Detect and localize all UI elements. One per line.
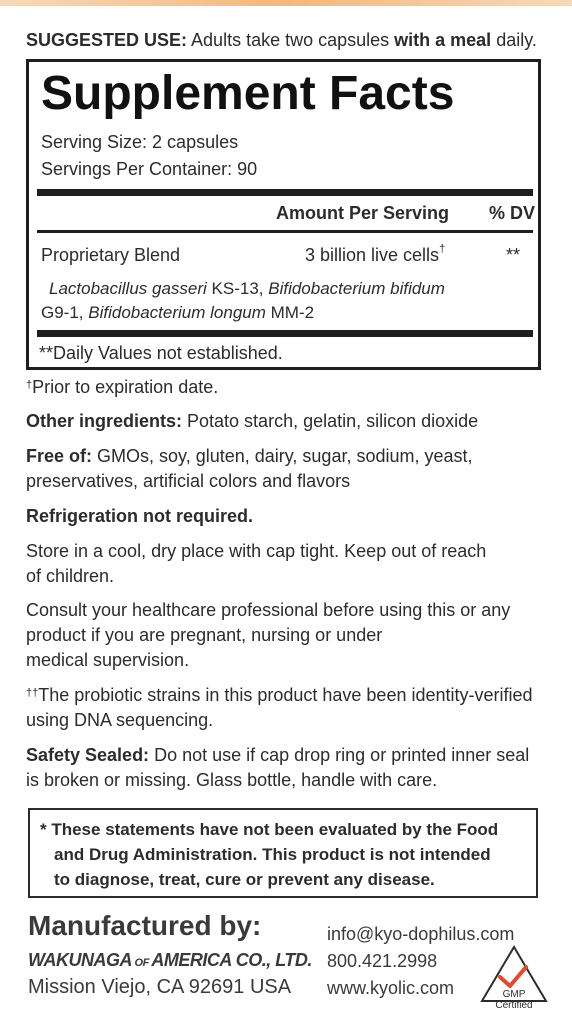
gmp-text: GMP [502, 989, 526, 1000]
servings-per-container: Servings Per Container: 90 [41, 159, 258, 179]
contact-website: www.kyolic.com [327, 978, 455, 998]
thick-divider [37, 189, 533, 196]
manufacturer-company: WAKUNAGA OF AMERICA CO., LTD. [28, 950, 312, 970]
facts-title: Supplement Facts [41, 67, 455, 120]
supplement-facts-panel [26, 59, 541, 370]
top-edge-band [0, 0, 572, 6]
probiotic-verification-note: ††The probiotic strains in this product have been identity-verified using DNA sequencing. [26, 685, 533, 730]
refrigeration-note: Refrigeration not required. [26, 506, 254, 526]
manufacturer-address: Mission Viejo, CA 92691 USA [28, 976, 292, 998]
contact-phone: 800.421.2998 [327, 951, 438, 971]
check-mark-icon [500, 967, 526, 986]
daily-values-note: **Daily Values not established. [39, 343, 283, 363]
serving-size: Serving Size: 2 capsules [41, 132, 239, 152]
disclaimer-line-2: and Drug Administration. This product is not intended [54, 845, 491, 864]
consult-warning: Consult your healthcare professional before using this or any product if you are pregnant, nursing or under medical supervision. [26, 600, 511, 670]
header-divider [37, 230, 533, 233]
suggested-use: SUGGESTED USE: Adults take two capsules with a meal daily. [26, 30, 537, 50]
amount-header: Amount Per Serving [276, 203, 450, 223]
strain-line-2: G9-1, Bifidobacterium longum MM-2 [41, 303, 315, 322]
dv-header: % DV [489, 203, 536, 223]
blend-dv: ** [506, 245, 521, 265]
safety-sealed-note: Safety Sealed: Do not use if cap drop ring or printed inner seal is broken or missing. Glass bottle, handle with care. [26, 745, 530, 790]
other-ingredients: Other ingredients: Potato starch, gelatin, silicon dioxide [26, 411, 479, 431]
contact-email: info@kyo-dophilus.com [327, 924, 515, 944]
gmp-label [480, 989, 548, 1011]
free-of: Free of: GMOs, soy, gluten, dairy, sugar, sodium, yeast, preservatives, artificial colors and flavors [26, 446, 473, 491]
disclaimer-line-1: * These statements have not been evaluated by the Food [40, 820, 499, 839]
manufacturer-heading: Manufactured by: [28, 910, 262, 941]
strain-line-1: Lactobacillus gasseri KS-13, Bifidobacterium bifidum [49, 279, 445, 298]
blend-amount: 3 billion live cells† [305, 243, 446, 265]
bottom-divider [37, 330, 533, 337]
blend-name: Proprietary Blend [41, 245, 181, 265]
storage-instructions: Store in a cool, dry place with cap tight. Keep out of reach of children. [26, 541, 487, 586]
disclaimer-line-3: to diagnose, treat, cure or prevent any disease. [54, 870, 435, 889]
gmp-certified-text: Certified [495, 1000, 533, 1011]
fda-disclaimer-box [28, 808, 538, 898]
expiration-note: †Prior to expiration date. [26, 377, 219, 397]
